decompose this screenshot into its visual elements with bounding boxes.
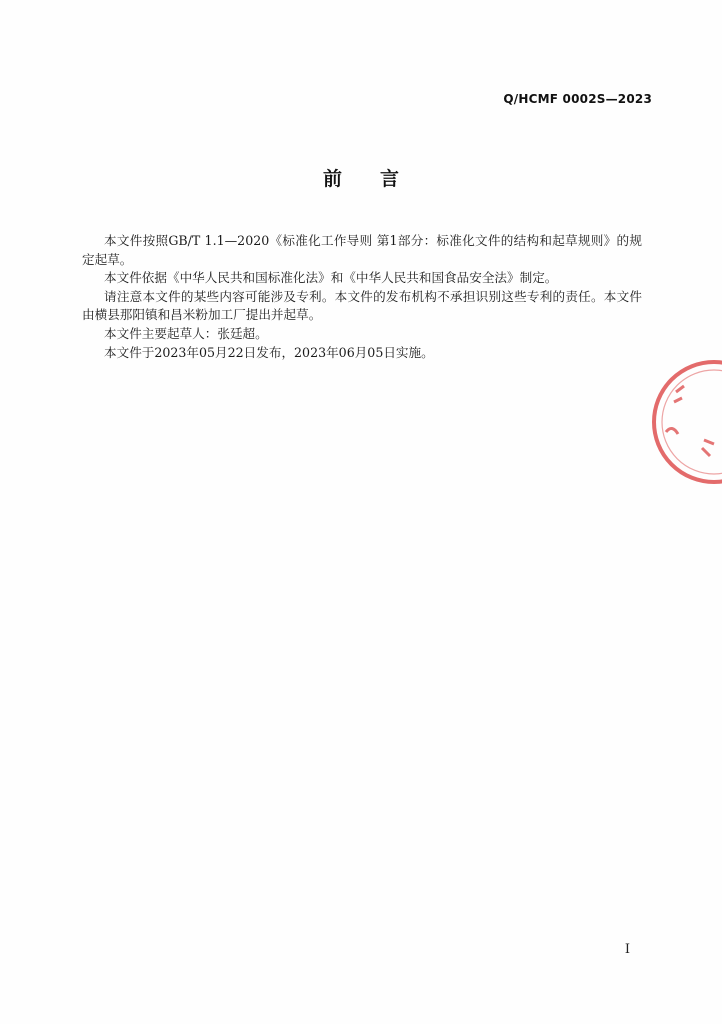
foreword-body bbox=[82, 232, 642, 362]
page-title: 前言 bbox=[322, 168, 437, 190]
page-number: I bbox=[624, 942, 630, 957]
red-seal-stamp-icon bbox=[644, 352, 722, 492]
paragraph-dates: 本文件于2023年05月22日发布，2023年06月05日实施。 bbox=[104, 344, 434, 360]
paragraph-patent-notice: 请注意本文件的某些内容可能涉及专利。本文件的发布机构不承担识别这些专利的责任。本文件由横县那阳镇和昌米粉加工厂提出并起草。 bbox=[82, 288, 642, 323]
paragraph-legal-basis: 本文件依据《中华人民共和国标准化法》和《中华人民共和国食品安全法》制定。 bbox=[104, 270, 558, 286]
document-code: Q/HCMF 0002S—2023 bbox=[503, 92, 652, 106]
paragraph-drafting-rules: 本文件按照GB/T 1.1—2020《标准化工作导则 第1部分：标准化文件的结构和起草规则》的规定起草。 bbox=[82, 233, 642, 267]
paragraph-drafter: 本文件主要起草人：张廷超。 bbox=[104, 325, 268, 341]
